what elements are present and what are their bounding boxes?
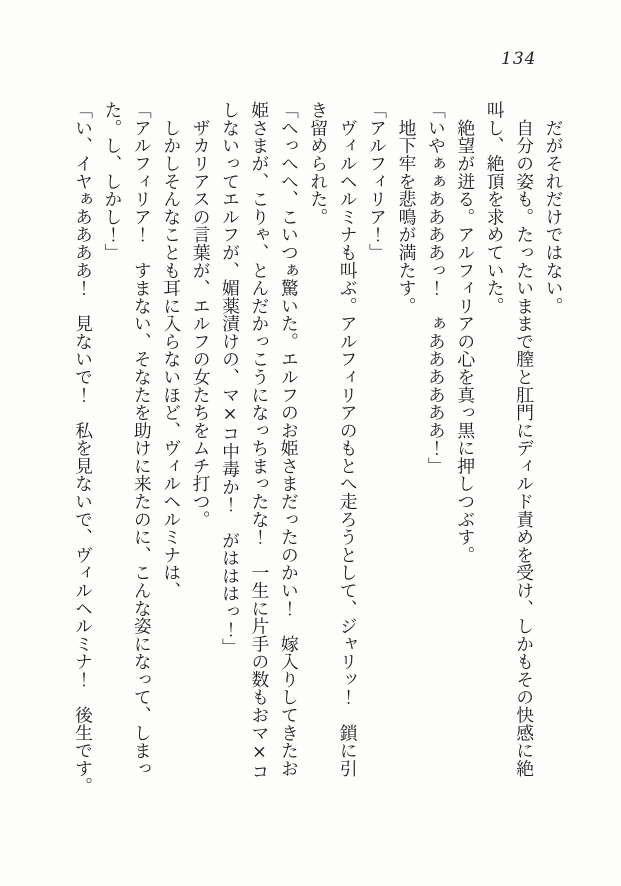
text-column: しないってエルフが、媚薬漬けの、マ×コ中毒か！ がはははっ！」 [219,101,241,656]
text-column: 叫し、絶頂を求めていた。 [484,101,506,315]
text-column: ヴィルヘルミナも叫ぶ。アルフィリアのもとへ走ろうとして、ジャリッ！ 鎖に引 [337,101,359,778]
text-column: 「へっへへ、こいつぁ驚いた。エルフのお姫さまだったのかい！ 嫁入りしてきたお [278,101,300,778]
text-column: 「い、イヤぁああああ！ 見ないで！ 私を見ないで、ヴィルヘルミナ！ 後生です。 [72,101,94,795]
text-column: た。し、しかし！」 [101,101,123,262]
text-column: 姫さまが、こりゃ、とんだかっこうになっちまったな！ 一生に片手の数もおマ×コ [248,101,270,781]
text-column: 「いやぁぁああああっ！ ぁああああああ！」 [425,101,447,475]
text-column: ザカリアスの言葉が、エルフの女たちをムチ打つ。 [190,101,212,528]
text-column: 「アルフィリア！」 [366,101,388,262]
text-column: 地下牢を悲鳴が満たす。 [395,101,417,315]
page-number: 134 [501,49,537,69]
text-column: だがそれだけではない。 [543,101,564,315]
body-text [68,101,568,813]
text-column: しかしそんなことも耳に入らないほど、ヴィルヘルミナは、 [160,101,182,600]
text-column: 絶望が迸る。アルフィリアの心を真っ黒に押しつぶす。 [454,101,476,564]
text-column: 「アルフィリア！ すまない、そなたを助けに来たのに、こんな姿になって、しまっ [131,101,153,778]
text-column: 自分の姿も。たったいままで膣と肛門にディルド責めを受け、しかもその快感に絶 [513,101,535,778]
text-column: き留められた。 [307,101,329,226]
